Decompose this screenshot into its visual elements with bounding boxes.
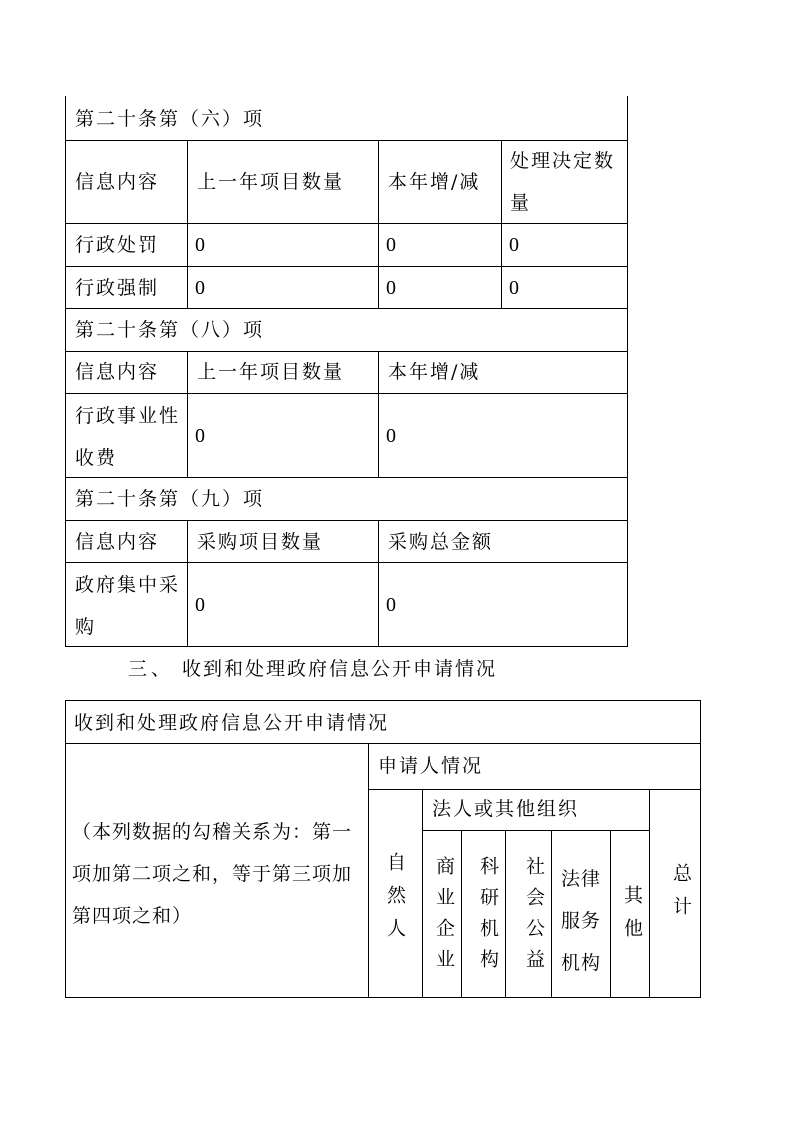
applicant-header: 申请人情况: [378, 755, 484, 777]
section-9-title: 第二十条第（九）项: [75, 488, 265, 510]
table-title: 收到和处理政府信息公开申请情况: [74, 712, 390, 734]
header-procurement-total: 采购总金额: [388, 531, 494, 553]
row-label-admin-fees: 行政事业性收费: [75, 405, 181, 469]
col-total: 总计: [670, 863, 692, 929]
header-prev-year-count: 上一年项目数量: [197, 361, 345, 383]
value-penalty-change: 0: [386, 234, 398, 256]
row-label-central-procurement: 政府集中采购: [75, 574, 181, 638]
col-other: 其他: [621, 885, 643, 951]
value-enforcement-prev: 0: [195, 277, 207, 299]
value-procurement-total: 0: [386, 594, 398, 616]
col-natural-person: 自然人: [384, 851, 406, 951]
table-note: （本列数据的勾稽关系为：第一项加第二项之和，等于第三项加第四项之和）: [72, 821, 353, 927]
col-business: 商业企业: [433, 856, 455, 980]
value-fees-prev: 0: [195, 425, 207, 447]
value-penalty-prev: 0: [195, 234, 207, 256]
col-research: 科研机构: [477, 856, 499, 980]
header-procurement-count: 采购项目数量: [197, 531, 324, 553]
section-6-title: 第二十条第（六）项: [75, 108, 265, 130]
col-public-welfare: 社会公益: [523, 856, 545, 980]
row-label-enforcement: 行政强制: [75, 277, 160, 299]
header-info-content: 信息内容: [75, 171, 160, 193]
legal-header: 法人或其他组织: [432, 798, 580, 820]
header-info-content: 信息内容: [75, 531, 160, 553]
header-info-content: 信息内容: [75, 361, 160, 383]
col-legal-services: 法律服务机构: [560, 868, 601, 974]
value-enforcement-change: 0: [386, 277, 398, 299]
section-heading-text: 收到和处理政府信息公开申请情况: [182, 658, 498, 680]
value-procurement-count: 0: [195, 594, 207, 616]
value-enforcement-decision: 0: [509, 277, 521, 299]
section-heading-number: 三、: [128, 658, 175, 680]
header-prev-year-count: 上一年项目数量: [197, 171, 345, 193]
value-penalty-decision: 0: [509, 234, 521, 256]
header-decision-count: 处理决定数量: [510, 150, 616, 214]
section-8-title: 第二十条第（八）项: [75, 319, 265, 341]
header-year-change: 本年增/减: [388, 171, 481, 193]
row-label-penalty: 行政处罚: [75, 234, 160, 256]
header-year-change: 本年增/减: [388, 361, 481, 383]
value-fees-change: 0: [386, 425, 398, 447]
